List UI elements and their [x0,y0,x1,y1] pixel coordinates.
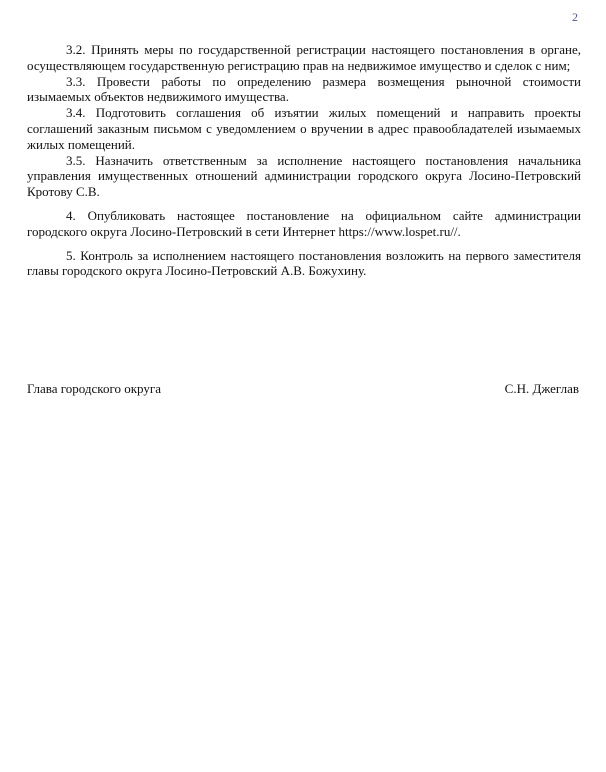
signature-name: С.Н. Джеглав [504,381,579,396]
paragraph-3-2: 3.2. Принять меры по государственной регистрации настоящего постановления в органе, осуществляющем государственную регистрацию прав на недвижимое имущество и сделок с ним; [27,42,581,73]
paragraph-3-5: 3.5. Назначить ответственным за исполнение настоящего постановления начальника управления имущественных отношений администрации городского округа Лосино-Петровский Кротову С.В. [27,152,581,200]
signature-block [27,381,579,397]
page-number: 2 [572,10,578,24]
paragraph-4: 4. Опубликовать настоящее постановление на официальном сайте администрации городского округа Лосино-Петровский в сети Интернет https://www.lospet.ru//. [27,207,581,239]
signature-title: Глава городского округа [27,381,161,396]
paragraph-3-3: 3.3. Провести работы по определению размера возмещения рыночной стоимости изымаемых объектов недвижимого имущества. [27,73,581,105]
paragraph-3-4: 3.4. Подготовить соглашения об изъятии жилых помещений и направить проекты соглашений заказным письмом с уведомлением о вручении в адрес правообладателей изымаемых жилых помещений. [27,105,581,152]
paragraph-5: 5. Контроль за исполнением настоящего постановления возложить на первого заместителя главы городского округа Лосино-Петровский А.В. Божухину. [27,247,581,279]
document-body [27,42,581,279]
